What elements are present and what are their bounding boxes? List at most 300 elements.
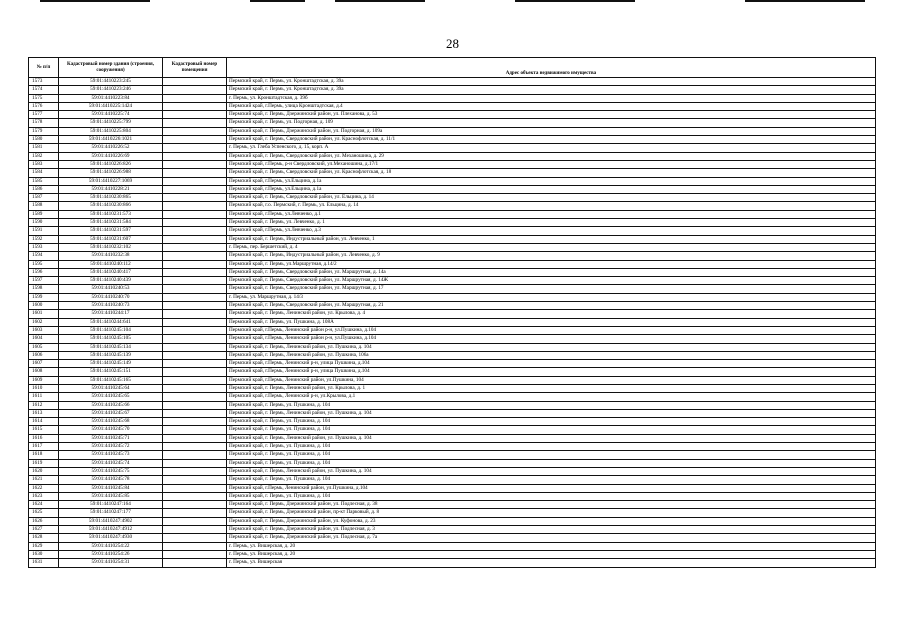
row-room-number [163, 393, 227, 401]
row-address: Пермский край, г. Пермь, Ленинский район, ул. Крылова, д. 4 [227, 310, 876, 318]
row-cadastral-number: 59:01:4410245:65 [59, 393, 163, 401]
table-row [29, 202, 876, 210]
row-room-number [163, 343, 227, 351]
row-number: 1631 [29, 559, 59, 567]
row-cadastral-number: 59:01:4410245:149 [59, 360, 163, 368]
row-room-number [163, 426, 227, 434]
top-rule-mid-right [515, 0, 635, 2]
top-rule-mid [335, 0, 425, 2]
row-number: 1613 [29, 409, 59, 417]
table-row [29, 501, 876, 509]
row-address: Пермский край, г. Пермь, ул. Пушкина, д. 104 [227, 426, 876, 434]
row-room-number [163, 119, 227, 127]
row-cadastral-number: 59:01:4410225:799 [59, 119, 163, 127]
row-address: Пермский край, г. Пермь, ул. Пушкина, д. 104 [227, 476, 876, 484]
top-rule-left [40, 0, 150, 2]
row-address: Пермский край, г. Пермь, Свердловский район, ул. Механошина, д. 29 [227, 152, 876, 160]
row-address: Пермский край, г.Пермь, р-н Свердловский, ул.Механошина, д.17/1 [227, 160, 876, 168]
table-row [29, 434, 876, 442]
row-cadastral-number: 59:01:4410223:84 [59, 94, 163, 102]
table-row [29, 393, 876, 401]
row-cadastral-number: 59:01:4410245:67 [59, 409, 163, 417]
row-address: Пермский край, г.Пермь, ул.Левченко, д.3 [227, 227, 876, 235]
row-cadastral-number: 59:01:4410232:38 [59, 252, 163, 260]
row-number: 1624 [29, 501, 59, 509]
table-row [29, 160, 876, 168]
row-cadastral-number: 59:01:4410247:164 [59, 501, 163, 509]
row-number: 1583 [29, 160, 59, 168]
row-number: 1621 [29, 476, 59, 484]
row-cadastral-number: 59:01:4410245:64 [59, 384, 163, 392]
table-row [29, 285, 876, 293]
row-cadastral-number: 59:01:4410225:1424 [59, 102, 163, 110]
table-row [29, 260, 876, 268]
table-row [29, 384, 876, 392]
row-room-number [163, 78, 227, 86]
row-number: 1614 [29, 418, 59, 426]
row-number: 1587 [29, 194, 59, 202]
row-cadastral-number: 59:01:4410245:165 [59, 376, 163, 384]
row-room-number [163, 326, 227, 334]
row-address: г. Пермь, ул. Вишерская [227, 559, 876, 567]
row-cadastral-number: 59:01:4410240:53 [59, 285, 163, 293]
row-cadastral-number: 59:01:4410245:105 [59, 335, 163, 343]
row-address: Пермский край, г. Пермь, Дзержинский район, ул. Подгорная, д. 109а [227, 127, 876, 135]
top-rule-right [745, 0, 865, 2]
row-cadastral-number: 59:01:4410232:102 [59, 243, 163, 251]
row-room-number [163, 152, 227, 160]
row-address: Пермский край, г.Пермь, Ленинский р-н, улица Пушкина, д.104 [227, 368, 876, 376]
row-address: Пермский край, г. Пермь, ул. Подгорная, д. 109 [227, 119, 876, 127]
row-address: Пермский край, г. Пермь, Свердловский район, ул. Маршрутная, д. 17 [227, 285, 876, 293]
row-cadastral-number: 59:01:4410223:245 [59, 78, 163, 86]
row-room-number [163, 210, 227, 218]
row-room-number [163, 160, 227, 168]
row-address: Пермский край, г. Пермь, ул. Пушкина, д. 104 [227, 443, 876, 451]
row-number: 1596 [29, 268, 59, 276]
row-address: Пермский край, г. Пермь, ул. Пушкина, д. 104 [227, 418, 876, 426]
row-room-number [163, 310, 227, 318]
table-row [29, 136, 876, 144]
row-room-number [163, 484, 227, 492]
table-row [29, 401, 876, 409]
row-number: 1607 [29, 360, 59, 368]
row-room-number [163, 169, 227, 177]
table-body [29, 78, 876, 568]
row-room-number [163, 252, 227, 260]
row-address: Пермский край, г. Пермь, Свердловский район, ул. Краснофлотская, д. 11/1 [227, 136, 876, 144]
table-row [29, 227, 876, 235]
row-room-number [163, 368, 227, 376]
row-number: 1593 [29, 243, 59, 251]
table-row [29, 152, 876, 160]
row-cadastral-number: 59:01:4410228:21 [59, 185, 163, 193]
row-address: Пермский край, г.Пермь, Ленинский район, ул.Пушкина, 104 [227, 376, 876, 384]
row-address: Пермский край, г. Пермь, Дзержинский район, пр-кт Парковый, д. 8 [227, 509, 876, 517]
row-number: 1626 [29, 517, 59, 525]
row-cadastral-number: 59:01:4410226:69 [59, 152, 163, 160]
row-room-number [163, 509, 227, 517]
row-room-number [163, 335, 227, 343]
table-row [29, 484, 876, 492]
table-row [29, 169, 876, 177]
table-row [29, 343, 876, 351]
row-number: 1598 [29, 285, 59, 293]
table-row [29, 368, 876, 376]
row-room-number [163, 501, 227, 509]
table-row [29, 476, 876, 484]
table-row [29, 335, 876, 343]
row-room-number [163, 434, 227, 442]
row-number: 1573 [29, 78, 59, 86]
row-cadastral-number: 59:01:4410225:74 [59, 111, 163, 119]
row-room-number [163, 111, 227, 119]
row-room-number [163, 227, 227, 235]
row-room-number [163, 360, 227, 368]
row-number: 1585 [29, 177, 59, 185]
row-number: 1580 [29, 136, 59, 144]
row-address: Пермский край, г.Пермь, ул.Левченко, д.1 [227, 210, 876, 218]
row-address: Пермский край, г. Пермь, ул. Пушкина, д. 104 [227, 492, 876, 500]
row-cadastral-number: 59:01:4410230:866 [59, 202, 163, 210]
top-rule-mid-left [250, 0, 305, 2]
table-row [29, 119, 876, 127]
row-room-number [163, 177, 227, 185]
header-room: Кадастровый номер помещения [163, 58, 227, 78]
row-room-number [163, 559, 227, 567]
row-number: 1610 [29, 384, 59, 392]
header-address-top [227, 58, 876, 71]
row-cadastral-number: 59:01:4410231:607 [59, 235, 163, 243]
row-address: Пермский край, г.Пермь, Ленинский район, ул.Пушкина, д.104 [227, 484, 876, 492]
row-number: 1574 [29, 86, 59, 94]
row-address: Пермский край, г.Пермь, ул.Ельцина, д.1а [227, 185, 876, 193]
row-room-number [163, 550, 227, 558]
row-number: 1622 [29, 484, 59, 492]
table-row [29, 459, 876, 467]
row-room-number [163, 268, 227, 276]
table-row [29, 210, 876, 218]
row-address: Пермский край, г. Пермь, Ленинский район, ул. Пушкина, 106а [227, 351, 876, 359]
row-room-number [163, 127, 227, 135]
header-cadastral: Кадастровый номер здания (строения, сооружения) [59, 58, 163, 78]
row-cadastral-number: 59:01:4410240:417 [59, 268, 163, 276]
row-cadastral-number: 59:01:4410254:31 [59, 559, 163, 567]
table-row [29, 326, 876, 334]
row-cadastral-number: 59:01:4410245:139 [59, 351, 163, 359]
row-room-number [163, 194, 227, 202]
row-number: 1592 [29, 235, 59, 243]
row-cadastral-number: 59:01:4410231:573 [59, 210, 163, 218]
row-cadastral-number: 59:01:4410245:151 [59, 368, 163, 376]
table-row [29, 550, 876, 558]
row-address: Пермский край, г. Пермь, Дзержинский район, ул. Подлесная, д. 3 [227, 526, 876, 534]
table-row [29, 418, 876, 426]
row-address: Пермский край, г. Пермь, Свердловский район, ул. Маршрутная, д. 14а [227, 268, 876, 276]
row-room-number [163, 409, 227, 417]
page-number: 28 [446, 36, 459, 51]
table-row [29, 252, 876, 260]
row-number: 1617 [29, 443, 59, 451]
row-address: Пермский край, г. Пермь, ул. Кронштадтская, д. 39а [227, 78, 876, 86]
row-address: Пермский край, г. Пермь, Свердловский район, ул. Маршрутная, д. 14Ж [227, 277, 876, 285]
row-room-number [163, 219, 227, 227]
row-address: г. Пермь, пер. Бершетский, д. 4 [227, 243, 876, 251]
property-table-container [28, 57, 875, 568]
row-room-number [163, 277, 227, 285]
table-row [29, 268, 876, 276]
table-row [29, 243, 876, 251]
row-cadastral-number: 59:01:4410231:597 [59, 227, 163, 235]
row-number: 1630 [29, 550, 59, 558]
row-room-number [163, 376, 227, 384]
table-row [29, 94, 876, 102]
table-row [29, 194, 876, 202]
row-address: Пермский край, г. Пермь, Ленинский район, ул. Пушкина, д. 104 [227, 467, 876, 475]
row-number: 1604 [29, 335, 59, 343]
row-number: 1595 [29, 260, 59, 268]
row-number: 1615 [29, 426, 59, 434]
row-room-number [163, 302, 227, 310]
table-row [29, 360, 876, 368]
table-row [29, 277, 876, 285]
row-number: 1576 [29, 102, 59, 110]
row-address: Пермский край, г. Пермь, ул. Пушкина, д. 104 [227, 401, 876, 409]
row-cadastral-number: 59:01:4410226:988 [59, 169, 163, 177]
row-address: Пермский край, г.Пермь, Ленинский р-н, ул.Крылова, д.1 [227, 393, 876, 401]
row-address: Пермский край, г.Пермь, ул.Ельцина, д.1а [227, 177, 876, 185]
row-address: Пермский край, г. Пермь, Дзержинский район, ул. Подлесная, д. 7а [227, 534, 876, 542]
row-cadastral-number: 59:01:4410245:72 [59, 443, 163, 451]
table-header [29, 58, 876, 78]
row-cadastral-number: 59:01:4410245:66 [59, 401, 163, 409]
row-address: г. Пермь, ул. Вишерская, д. 20 [227, 542, 876, 550]
row-address: Пермский край, г. Пермь, ул.Маршрутная, д.14/2 [227, 260, 876, 268]
table-row [29, 426, 876, 434]
row-number: 1620 [29, 467, 59, 475]
row-number: 1588 [29, 202, 59, 210]
row-cadastral-number: 59:01:4410226:1021 [59, 136, 163, 144]
row-number: 1589 [29, 210, 59, 218]
row-room-number [163, 492, 227, 500]
table-row [29, 542, 876, 550]
row-number: 1586 [29, 185, 59, 193]
row-room-number [163, 351, 227, 359]
row-cadastral-number: 59:01:4410245:84 [59, 484, 163, 492]
row-room-number [163, 384, 227, 392]
row-number: 1619 [29, 459, 59, 467]
row-cadastral-number: 59:01:4410247:177 [59, 509, 163, 517]
row-room-number [163, 418, 227, 426]
row-address: Пермский край, г.Пермь, Ленинский район р-н, ул.Пушкина, д.104 [227, 326, 876, 334]
row-address: Пермский край, г. Пермь, Индустриальный район, ул. Левченко, 1 [227, 235, 876, 243]
row-address: г. Пермь, ул. Глеба Успенского, д. 15, корп. А [227, 144, 876, 152]
table-row [29, 559, 876, 567]
row-room-number [163, 202, 227, 210]
row-room-number [163, 235, 227, 243]
table-row [29, 144, 876, 152]
table-row [29, 492, 876, 500]
row-room-number [163, 136, 227, 144]
row-cadastral-number: 59:01:4410245:78 [59, 476, 163, 484]
row-number: 1609 [29, 376, 59, 384]
table-row [29, 302, 876, 310]
row-room-number [163, 467, 227, 475]
row-number: 1628 [29, 534, 59, 542]
table-row [29, 517, 876, 525]
row-cadastral-number: 59:01:4410245:73 [59, 451, 163, 459]
row-room-number [163, 534, 227, 542]
row-room-number [163, 94, 227, 102]
row-room-number [163, 526, 227, 534]
row-cadastral-number: 59:01:4410227:1069 [59, 177, 163, 185]
row-cadastral-number: 59:01:4410244:17 [59, 310, 163, 318]
row-address: Пермский край, г. Пермь, Свердловский район, ул. Краснофлотская, д. 18 [227, 169, 876, 177]
row-cadastral-number: 59:01:4410240:70 [59, 293, 163, 301]
header-address: Адрес объекта недвижимого имущества [227, 70, 876, 78]
row-cadastral-number: 59:01:4410240:112 [59, 260, 163, 268]
row-address: Пермский край, г. Пермь, Ленинский район, ул. Пушкина, д. 104 [227, 343, 876, 351]
table-row [29, 509, 876, 517]
row-address: Пермский край, г. Пермь, ул. Пушкина, д. 104 [227, 451, 876, 459]
row-room-number [163, 476, 227, 484]
table-row [29, 534, 876, 542]
row-cadastral-number: 59:01:4410244:641 [59, 318, 163, 326]
row-address: Пермский край, г. Пермь, ул. Пушкина, д. 108А [227, 318, 876, 326]
row-cadastral-number: 59:01:4410247:4930 [59, 534, 163, 542]
row-room-number [163, 401, 227, 409]
row-cadastral-number: 59:01:4410254:26 [59, 550, 163, 558]
row-room-number [163, 451, 227, 459]
table-row [29, 127, 876, 135]
row-address: Пермский край, г. Пермь, Свердловский район, ул. Ельцина, д. 14 [227, 194, 876, 202]
table-row [29, 351, 876, 359]
row-address: Пермский край, г. Пермь, ул. Левченко, д. 1 [227, 219, 876, 227]
row-cadastral-number: 59:01:4410225:804 [59, 127, 163, 135]
row-room-number [163, 86, 227, 94]
row-cadastral-number: 59:01:4410223:246 [59, 86, 163, 94]
table-row [29, 235, 876, 243]
row-number: 1582 [29, 152, 59, 160]
table-row [29, 177, 876, 185]
row-address: Пермский край, г. Пермь, Дзержинский район, ул. Куфонова, д. 23 [227, 517, 876, 525]
row-number: 1603 [29, 326, 59, 334]
row-number: 1575 [29, 94, 59, 102]
row-number: 1597 [29, 277, 59, 285]
row-number: 1590 [29, 219, 59, 227]
row-room-number [163, 285, 227, 293]
row-number: 1602 [29, 318, 59, 326]
row-number: 1579 [29, 127, 59, 135]
row-address: Пермский край, г. Пермь, Ленинский район, ул. Пушкина, д. 104 [227, 409, 876, 417]
row-address: Пермский край, г. Пермь, Индустриальный район, ул. Левченко, д. 9 [227, 252, 876, 260]
row-address: г. Пермь, ул. Маршрутная, д. 14/3 [227, 293, 876, 301]
row-address: Пермский край, г. Пермь, Дзержинский район, ул. Подлесная, д. 38 [227, 501, 876, 509]
row-number: 1594 [29, 252, 59, 260]
row-cadastral-number: 59:01:4410226:52 [59, 144, 163, 152]
row-number: 1608 [29, 368, 59, 376]
row-address: Пермский край, г. Пермь, Свердловский район, ул. Маршрутная, д. 21 [227, 302, 876, 310]
row-address: Пермский край, г. Пермь, ул. Пушкина, д. 104 [227, 459, 876, 467]
row-number: 1581 [29, 144, 59, 152]
row-number: 1584 [29, 169, 59, 177]
row-number: 1616 [29, 434, 59, 442]
row-room-number [163, 443, 227, 451]
table-row [29, 451, 876, 459]
row-number: 1625 [29, 509, 59, 517]
row-number: 1612 [29, 401, 59, 409]
row-number: 1627 [29, 526, 59, 534]
row-address: г. Пермь, ул. Вишерская, д. 20 [227, 550, 876, 558]
row-room-number [163, 459, 227, 467]
row-cadastral-number: 59:01:4410245:70 [59, 426, 163, 434]
row-address: Пермский край, г. Пермь, Дзержинский район, ул. Плеханова, д. 53 [227, 111, 876, 119]
row-cadastral-number: 59:01:4410240:439 [59, 277, 163, 285]
row-number: 1599 [29, 293, 59, 301]
row-address: г. Пермь, ул. Кронштадтская, д. 39б [227, 94, 876, 102]
row-cadastral-number: 59:01:4410226:826 [59, 160, 163, 168]
table-row [29, 376, 876, 384]
row-cadastral-number: 59:01:4410231:584 [59, 219, 163, 227]
row-address: Пермский край, г.о. Пермский, г. Пермь, ул. Ельцина, д. 14 [227, 202, 876, 210]
row-cadastral-number: 59:01:4410247:4912 [59, 526, 163, 534]
row-cadastral-number: 59:01:4410240:73 [59, 302, 163, 310]
row-cadastral-number: 59:01:4410230:865 [59, 194, 163, 202]
row-room-number [163, 102, 227, 110]
row-address: Пермский край, г.Пермь, Ленинский район р-н, ул.Пушкина, д.104 [227, 335, 876, 343]
row-address: Пермский край, г.Пермь, улица Кронштадтская, д.4 [227, 102, 876, 110]
row-cadastral-number: 59:01:4410245:74 [59, 459, 163, 467]
table-row [29, 185, 876, 193]
table-row [29, 318, 876, 326]
row-number: 1623 [29, 492, 59, 500]
table-row [29, 78, 876, 86]
row-number: 1629 [29, 542, 59, 550]
row-cadastral-number: 59:01:4410245:75 [59, 467, 163, 475]
row-number: 1605 [29, 343, 59, 351]
table-row [29, 526, 876, 534]
table-row [29, 443, 876, 451]
row-number: 1577 [29, 111, 59, 119]
row-number: 1600 [29, 302, 59, 310]
header-num: № п/п [29, 58, 59, 78]
row-room-number [163, 293, 227, 301]
row-cadastral-number: 59:01:4410247:4902 [59, 517, 163, 525]
table-row [29, 467, 876, 475]
row-cadastral-number: 59:01:4410245:134 [59, 343, 163, 351]
row-room-number [163, 243, 227, 251]
table-row [29, 86, 876, 94]
row-address: Пермский край, г. Пермь, ул. Кронштадтская, д. 39а [227, 86, 876, 94]
row-number: 1611 [29, 393, 59, 401]
row-number: 1578 [29, 119, 59, 127]
row-cadastral-number: 59:01:4410254:22 [59, 542, 163, 550]
row-number: 1591 [29, 227, 59, 235]
row-number: 1601 [29, 310, 59, 318]
row-cadastral-number: 59:01:4410245:68 [59, 418, 163, 426]
table-row [29, 219, 876, 227]
row-cadastral-number: 59:01:4410245:85 [59, 492, 163, 500]
property-table [28, 57, 876, 568]
row-room-number [163, 318, 227, 326]
table-row [29, 293, 876, 301]
row-address: Пермский край, г.Пермь, Ленинский р-н, улица Пушкина, д.104 [227, 360, 876, 368]
table-row [29, 102, 876, 110]
row-room-number [163, 185, 227, 193]
row-number: 1618 [29, 451, 59, 459]
table-row [29, 111, 876, 119]
row-address: Пермский край, г. Пермь, Ленинский район, ул. Пушкина, д. 104 [227, 434, 876, 442]
